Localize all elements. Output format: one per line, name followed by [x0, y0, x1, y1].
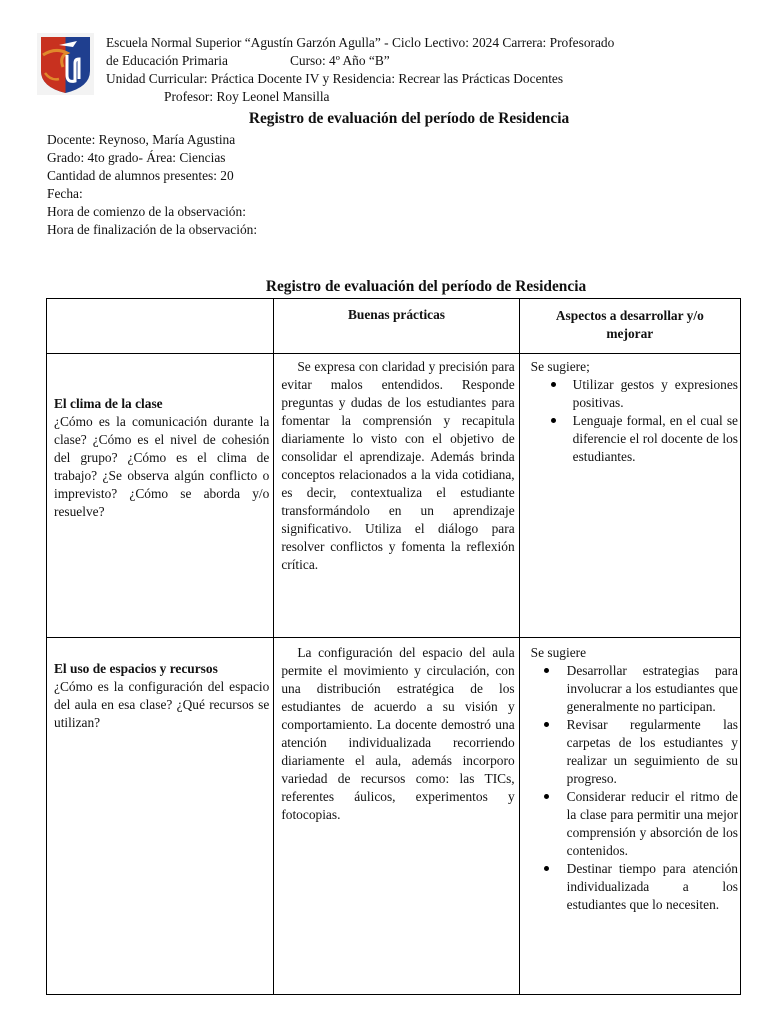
list-item: Lenguaje formal, en el cual se diferencie el rol docente de los estudiantes.: [531, 412, 738, 466]
table-header-row: [47, 299, 741, 354]
table-title: Registro de evaluación del período de Residencia: [265, 278, 587, 295]
document-header: [106, 34, 746, 106]
header-line-3: Unidad Curricular: Práctica Docente IV y Residencia: Recrear las Prácticas Docentes: [106, 71, 564, 86]
info-hora-fin: Hora de finalización de la observación:: [47, 222, 258, 237]
observation-info: [47, 131, 257, 239]
table-row: [47, 354, 741, 638]
row-criteria-clima: [47, 354, 274, 638]
criteria-questions: ¿Cómo es la configuración del espacio del aula en esa clase? ¿Qué recursos se utilizan?: [54, 679, 270, 730]
practices-cell: La configuración del espacio del aula permite el movimiento y circulación, con una distribución estratégica de los estudiantes de acuerdo a su visión y comportamiento. La docente demostró una atención individualizada recorriendo diariamente el aula, además incorporo variedad de recursos como: las TICs, referentes áulicos, experimentos y fotocopias.: [274, 638, 519, 995]
evaluation-table: [46, 298, 741, 995]
header-buenas-practicas: Buenas prácticas: [274, 299, 519, 354]
suggestions-cell: [519, 638, 740, 995]
suggestions-list: [531, 376, 738, 466]
list-item: Destinar tiempo para atención individualizada a los estudiantes que lo necesiten.: [531, 860, 738, 914]
header-line-4: Profesor: Roy Leonel Mansilla: [164, 89, 330, 104]
practices-cell: Se expresa con claridad y precisión para evitar malos entendidos. Responde preguntas y dudas de los estudiantes para fomentar la comprensión y recapitula diariamente lo visto con el objetivo de consolidar el aprendizaje. Además brinda conceptos relacionados a la vida cotidiana, es decir, contextualiza el estudiante transformándolo en un aprendizaje significativo. Utiliza el diálogo para resolver conflictos y fomenta la reflexión crítica.: [274, 354, 519, 638]
list-item: Revisar regularmente las carpetas de los estudiantes y realizar un seguimiento de su progreso.: [531, 716, 738, 788]
school-crest-logo: [37, 33, 94, 95]
header-line-1: Escuela Normal Superior “Agustín Garzón Agulla” - Ciclo Lectivo: 2024 Carrera: Profesorado: [106, 35, 615, 50]
row-criteria-espacios: [47, 638, 274, 995]
criteria-title: El clima de la clase: [54, 396, 163, 411]
info-hora-comienzo: Hora de comienzo de la observación:: [47, 204, 246, 219]
suggestions-cell: [519, 354, 740, 638]
criteria-title: El uso de espacios y recursos: [54, 661, 218, 676]
info-alumnos: Cantidad de alumnos presentes: 20: [47, 168, 234, 183]
header-cell-empty: [47, 299, 274, 354]
suggestions-list: [531, 662, 738, 914]
header-aspectos: Aspectos a desarrollar y/o mejorar: [519, 299, 740, 354]
table-row: [47, 638, 741, 995]
info-docente: Docente: Reynoso, María Agustina: [47, 132, 236, 147]
document-title: Registro de evaluación del período de Residencia: [248, 110, 570, 127]
suggestions-intro: Se sugiere;: [530, 359, 590, 374]
criteria-questions: ¿Cómo es la comunicación durante la clase? ¿Cómo es el nivel de cohesión del grupo? ¿Cómo es el clima de trabajo? ¿Se observa algún conflicto o imprevisto? ¿Cómo se aborda y/o resuelve?: [54, 414, 270, 519]
list-item: Considerar reducir el ritmo de la clase para permitir una mejor comprensión y absorción de los contenidos.: [531, 788, 738, 860]
info-grado: Grado: 4to grado- Área: Ciencias: [47, 150, 226, 165]
list-item: Utilizar gestos y expresiones positivas.: [531, 376, 738, 412]
info-fecha: Fecha:: [47, 186, 83, 201]
list-item: Desarrollar estrategias para involucrar a los estudiantes que generalmente no participan.: [531, 662, 738, 716]
suggestions-intro: Se sugiere: [530, 645, 587, 660]
header-line-2: de Educación Primaria Curso: 4º Año “B”: [106, 53, 390, 68]
